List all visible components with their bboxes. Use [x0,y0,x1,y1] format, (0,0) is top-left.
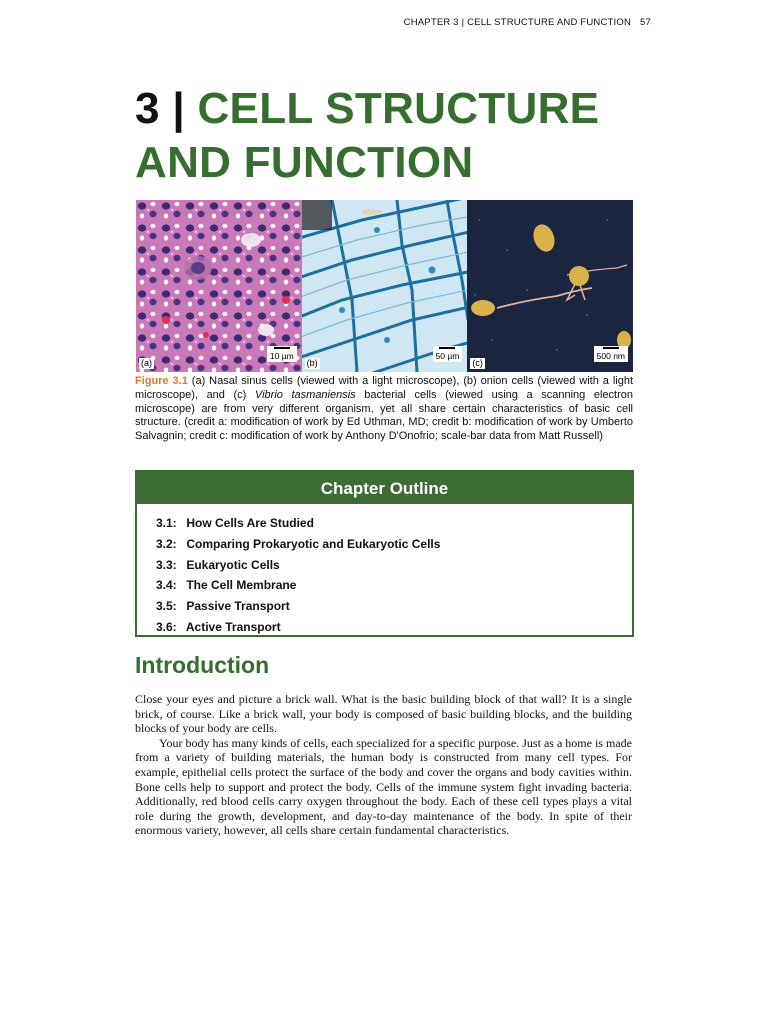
introduction-heading: Introduction [135,652,270,678]
figure-panel-a [136,200,302,372]
figure-label: Figure 3.1 [135,375,188,387]
intro-paragraph: Close your eyes and picture a brick wall. What is the basic building block of that wall? It is a single brick, of course. Like a brick wall, your body is composed of basic building blocks, and the building blocks of your body are cells. [135,692,632,736]
caption-italic: Vibrio tasmaniensis [254,388,356,401]
introduction-body [135,692,632,838]
panel-label-c: (c) [472,358,483,368]
chapter-outline-list [137,504,632,639]
chapter-separator: | [172,84,185,133]
outline-item[interactable]: 3.3: Eukaryotic Cells [156,557,280,572]
scale-bar-c: 500 nm [594,346,628,362]
chapter-title [135,82,655,190]
figure-panel-c [467,200,633,372]
scale-bar-b: 50 µm [433,346,463,362]
caption-text-1: (a) Nasal sinus cells (viewed with a light microscope), (b) onion cells (viewed with a light microscope), and (c) [135,375,634,401]
outline-item[interactable]: 3.2: Comparing Prokaryotic and Eukaryotic Cells [156,536,441,551]
caption-text-2: bacterial cells (viewed using a scanning electron microscope) are from very different organism, yet all share certain characteristics of basic cell structure. (credit a: modification of work by Ed Uthman, MD; credit b: modification of work by Umberto Salvagnin; credit c: modification of work by Anthony D'Onofrio; scale-bar data from Matt Russell) [135,388,633,443]
page-number: 57 [640,17,651,28]
chapter-outline-heading: Chapter Outline [137,472,632,504]
intro-paragraph: Your body has many kinds of cells, each specialized for a specific purpose. Just as a home is made from a variety of building materials, the human body is constructed from many cell types. For example, epithelial cells protect the surface of the body and cover the organs and body cavities within. Bone cells help to support and protect the body. Cells of the immune system fight invading bacteria. Additionally, red blood cells carry oxygen throughout the body. Each of these cell types plays a vital role during the growth, development, and day-to-day maintenance of the body. In spite of their enormous variety, however, all cells share certain fundamental characteristics. [135,735,632,838]
figure-caption [135,375,633,444]
panel-label-a: (a) [141,358,152,368]
outline-item[interactable]: 3.1: How Cells Are Studied [156,516,314,530]
chapter-title-line2: AND FUNCTION [135,138,474,187]
scale-bar-a: 10 µm [267,346,297,362]
chapter-title-line1: CELL STRUCTURE [197,84,600,133]
panel-label-b: (b) [306,358,318,368]
chapter-outline-box [135,470,634,637]
figure-panel-b [302,200,468,372]
outline-item[interactable]: 3.5: Passive Transport [156,599,290,614]
running-head-chapter: CHAPTER 3 | CELL STRUCTURE AND FUNCTION [403,17,632,28]
outline-item[interactable]: 3.6: Active Transport [156,619,281,634]
chapter-number: 3 [135,84,160,133]
outline-item[interactable]: 3.4: The Cell Membrane [156,578,297,593]
running-head [404,17,651,28]
figure-3-1 [136,200,633,372]
